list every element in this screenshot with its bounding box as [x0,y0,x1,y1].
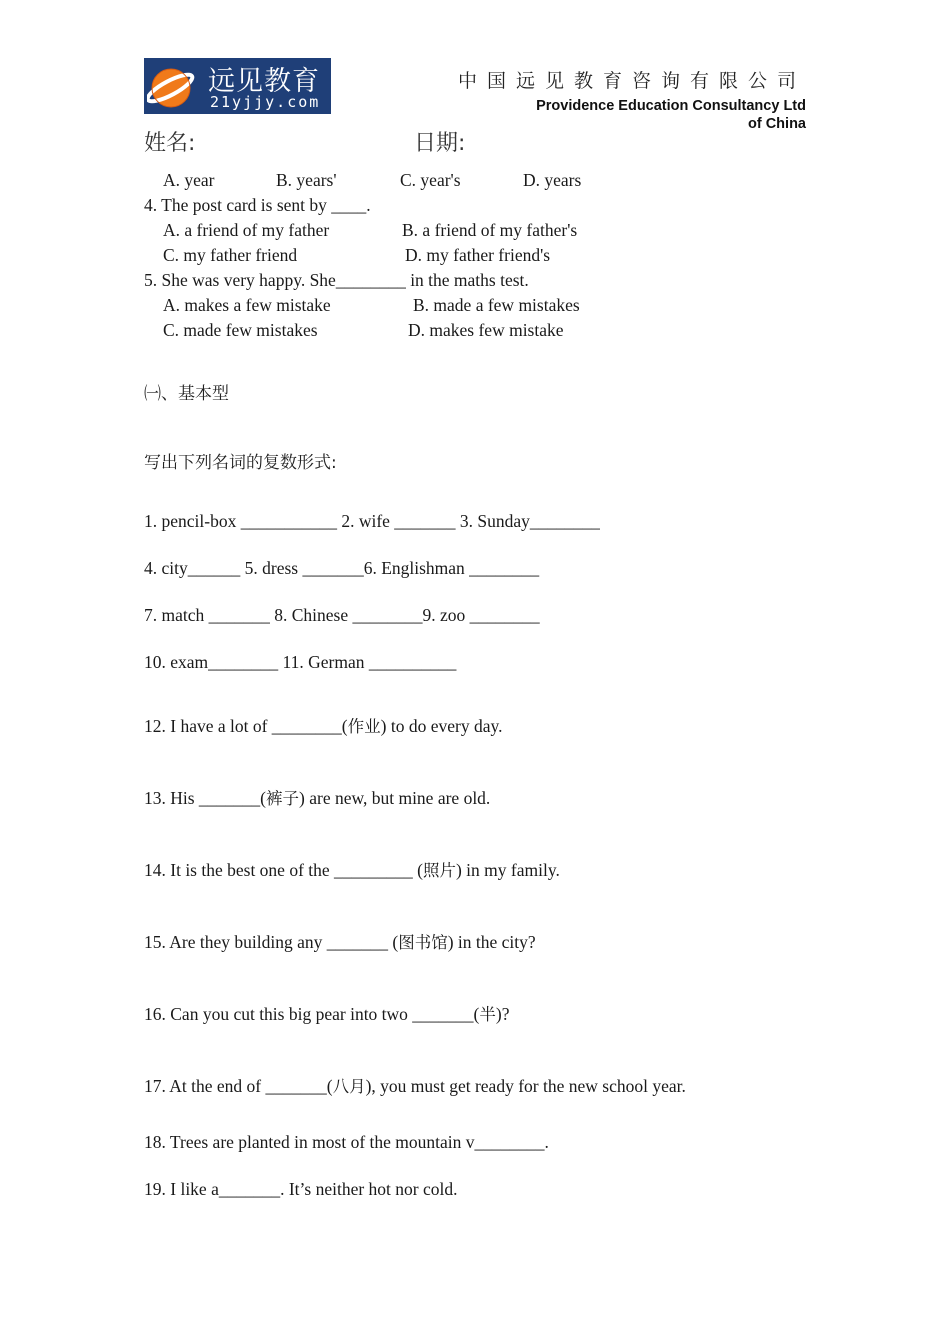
plural-line-4: 10. exam________ 11. German __________ [144,652,457,672]
fill-item-17-pre: 17. At the end of _______( [144,1076,333,1096]
fill-item-17-post: ), you must get ready for the new school year. [365,1076,686,1096]
name-label: 姓名: [144,131,196,156]
q3-option-d: D. years [523,170,582,190]
company-name-chinese: 中国远见教育咨询有限公司 [457,70,806,92]
fill-item-14 [144,857,560,881]
fill-item-13-pre: 13. His _______( [144,788,267,808]
q4-option-d: D. my father friend's [405,245,551,265]
fill-item-12 [144,713,502,737]
fill-item-12-post: ) to do every day. [380,716,503,736]
company-name-english-line1: Providence Education Consultancy Ltd [536,98,806,114]
fill-item-12-hint: 作业 [347,717,381,736]
fill-item-16-pre: 16. Can you cut this big pear into two _______( [144,1004,480,1024]
fill-item-13-hint: 裤子 [266,789,300,808]
logo [144,58,331,114]
fill-item-14-hint: 照片 [422,861,456,880]
q5-stem: 5. She was very happy. She________ in the maths test. [144,270,529,290]
fill-item-12-pre: 12. I have a lot of ________( [144,716,348,736]
fill-item-15-pre: 15. Are they building any _______ ( [144,932,399,952]
fill-item-17-hint: 八月 [332,1077,366,1096]
q3-option-c: C. year's [400,170,461,190]
q4-option-b: B. a friend of my father's [402,220,578,240]
q5-option-d: D. makes few mistake [408,320,564,340]
fill-item-16-post: )? [495,1004,510,1024]
q4-option-c: C. my father friend [163,245,298,265]
fill-item-15-post: ) in the city? [447,932,536,952]
q5-option-a: A. makes a few mistake [163,295,331,315]
fill-item-16 [144,1001,510,1025]
logo-chinese-text: 远见教育 [208,66,320,97]
q5-option-b: B. made a few mistakes [413,295,580,315]
plural-line-2: 4. city______ 5. dress _______6. Englishman ________ [144,558,540,578]
plural-line-3: 7. match _______ 8. Chinese ________9. zoo ________ [144,605,540,625]
logo-url-text: 21yjjy.com [210,93,321,111]
fill-item-17 [144,1073,686,1097]
fill-item-15 [144,929,536,953]
date-label: 日期: [414,131,466,156]
fill-item-19: 19. I like a_______. It’s neither hot nor cold. [144,1179,458,1199]
fill-item-15-hint: 图书馆 [398,933,448,952]
plural-line-1: 1. pencil-box ___________ 2. wife _______ 3. Sunday________ [144,511,600,531]
logo-globe-icon [147,63,195,111]
q4-option-a: A. a friend of my father [163,220,330,240]
fill-item-18: 18. Trees are planted in most of the mountain v________. [144,1132,549,1152]
fill-item-16-hint: 半 [479,1005,496,1024]
q4-stem: 4. The post card is sent by ____. [144,195,371,215]
section-title: ㈠、基本型 [144,384,229,404]
section-instruction: 写出下列名词的复数形式: [144,453,337,473]
q3-option-b: B. years' [276,170,337,190]
fill-item-14-pre: 14. It is the best one of the _________ ( [144,860,423,880]
company-name-english-line2: of China [748,116,806,132]
q3-option-a: A. year [163,170,215,190]
q5-option-c: C. made few mistakes [163,320,318,340]
fill-item-13-post: ) are new, but mine are old. [299,788,491,808]
fill-item-13 [144,785,490,809]
company-name-english [536,97,806,133]
fill-item-14-post: ) in my family. [455,860,560,880]
